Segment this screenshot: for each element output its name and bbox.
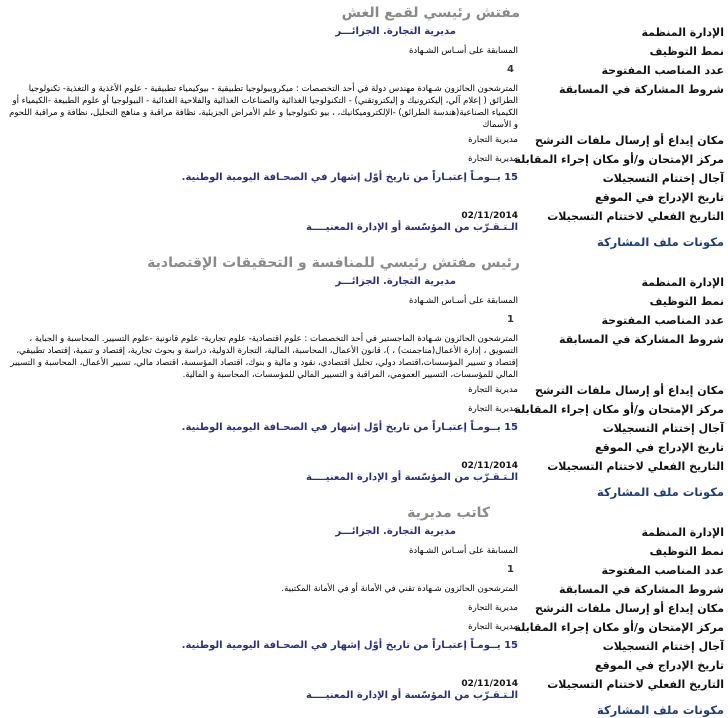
field-row-deposit [0,381,728,400]
field-label-actual_close: التاريخ الفعلي لاختتام التسجيلات [547,678,724,691]
components-text: الـتـقـرّب من المؤسّسة أو الإدارة المعنيــــة [306,222,518,233]
field-row-exam_center [0,150,728,169]
actual-closing-date: 02/11/2014 الـتـقـرّب من المؤسّسة أو الإدارة المعنيــــة [306,461,518,483]
field-row-site_date [0,188,728,207]
organizing-administration: مديرية التجارة. الجزائـــر [335,26,456,37]
field-label-conditions: شروط المشاركة في المسابقة [558,83,724,96]
field-label-type: نمط التوظيف [649,545,724,558]
recruitment-type: المسابقة على أسـاس الشـهادة [408,46,518,56]
deposit-location: مديرية التجارة [468,385,518,395]
field-label-positions: عدد المناصب المفتوحة [601,64,724,77]
field-row-site_date [0,438,728,457]
field-row-actual_close [0,675,728,702]
components-heading: مكونات ملف المشاركة [597,485,724,499]
field-row-deadline [0,169,728,188]
participation-conditions: المترشحون الحائزون شـهادة الماجستير في أحد التخصصات : علوم اقتصادية- علوم تجارية- علوم قانونية -علوم التسيير. المحاسبة و الجباية ، التسويق ، إدارة الأعمال(مناجمنت) ، )، قانون الأعمال، المحاسبة، المالية، التجارة الدولية، دراسة و بحوث تجارية، إقتصاد و تنمية، إقتصاد تطبيقي، إقتصاد و تسيير المؤسسات،اقتصاد دولي، تحليل اقتصادي، نقود و مالية و بنوك، اقتصاد المؤسسة، اقتصاد مالي، تسيير الأعمال، المحاسبة و التسيير المالي للمؤسسات، التسيير العمومي، المراقبة و التسيير المالي للمؤسسات، المحاسبة و المالية. [10,334,518,380]
open-positions-count: 1 [507,564,514,575]
field-label-deadline: آجال إختتام التسجيلات [602,422,724,435]
field-row-deadline [0,419,728,438]
field-label-type: نمط التوظيف [649,295,724,308]
job-section [0,500,728,718]
field-label-deadline: آجال إختتام التسجيلات [602,172,724,185]
field-row-org [0,23,728,42]
deposit-location: مديرية التجارة [468,603,518,613]
field-label-deposit: مكان إيداع أو إرسال ملفات الترشح [535,384,724,397]
field-row-org [0,523,728,542]
components-heading: مكونات ملف المشاركة [597,235,724,249]
job-title: مفتش رئيسي لقمع الغش [341,5,520,21]
field-row-type [0,42,728,61]
participation-conditions: المترشحون الحائزون شـهادة تقني في الأمانة أو في الأمانة المكتبية. [281,584,518,594]
field-label-exam_center: مركز الإمتحان و/أو مكان إجراء المقابلة [514,621,724,634]
field-row-deposit [0,131,728,150]
field-label-exam_center: مركز الإمتحان و/أو مكان إجراء المقابلة [514,403,724,416]
recruitment-type: المسابقة على أسـاس الشـهادة [408,546,518,556]
field-row-actual_close [0,457,728,484]
field-row-conditions [0,580,728,599]
field-row-type [0,292,728,311]
field-row-positions [0,561,728,580]
field-label-org: الإدارة المنظمة [641,26,724,39]
field-row-positions [0,61,728,80]
field-row-deadline [0,637,728,656]
field-row-actual_close [0,207,728,234]
field-row-type [0,542,728,561]
actual-closing-date: 02/11/2014 الـتـقـرّب من المؤسّسة أو الإدارة المعنيــــة [306,211,518,233]
field-label-site_date: تاريخ الإدراج في الموقع [595,441,724,454]
field-row-org [0,273,728,292]
components-heading: مكونات ملف المشاركة [597,703,724,717]
field-label-conditions: شروط المشاركة في المسابقة [558,333,724,346]
recruitment-type: المسابقة على أسـاس الشـهادة [408,296,518,306]
field-label-deadline: آجال إختتام التسجيلات [602,640,724,653]
field-row-deposit [0,599,728,618]
registration-deadline: 15 يــومـاً إعتبـاراً من تاريخ أوّل إشهار في الصحـافة اليومية الوطنية. [181,422,518,433]
field-label-site_date: تاريخ الإدراج في الموقع [595,191,724,204]
field-label-actual_close: التاريخ الفعلي لاختتام التسجيلات [547,210,724,223]
job-title: كاتب مديرية [407,505,490,521]
field-label-type: نمط التوظيف [649,45,724,58]
field-label-conditions: شروط المشاركة في المسابقة [558,583,724,596]
field-label-org: الإدارة المنظمة [641,276,724,289]
organizing-administration: مديرية التجارة. الجزائـــر [335,276,456,287]
field-label-deposit: مكان إيداع أو إرسال ملفات الترشح [535,602,724,615]
field-label-site_date: تاريخ الإدراج في الموقع [595,659,724,672]
field-label-positions: عدد المناصب المفتوحة [601,314,724,327]
field-row-exam_center [0,618,728,637]
field-label-deposit: مكان إيداع أو إرسال ملفات الترشح [535,134,724,147]
open-positions-count: 1 [507,314,514,325]
job-section [0,0,728,250]
site-insertion-date [0,656,518,659]
open-positions-count: 4 [507,64,514,75]
components-text: الـتـقـرّب من المؤسّسة أو الإدارة المعنيــــة [306,472,518,483]
field-row-positions [0,311,728,330]
exam-center: مديرية التجارة [468,404,518,414]
organizing-administration: مديرية التجارة. الجزائـــر [335,526,456,537]
components-text: الـتـقـرّب من المؤسّسة أو الإدارة المعنيــــة [306,690,518,701]
field-label-actual_close: التاريخ الفعلي لاختتام التسجيلات [547,460,724,473]
job-title: رئيس مفتش رئيسي للمنافسة و التحقيقات الإقتصادية [147,255,520,271]
registration-deadline: 15 يــومـاً إعتبـاراً من تاريخ أوّل إشهار في الصحـافة اليومية الوطنية. [181,172,518,183]
participation-conditions: المترشحون الحائزون شـهادة مهندس دولة في أحد التخصصات : ميكروبيولوجيا تطبيقية - بيوكيمياء تطبيقية - علوم الأغذية و التغذية- تكنولوجيا الطرائق ( إعلام آلي، إليكترونيك و إليكتروتقني) - التكنولوجيا الغذائية والصناعات الغذائية والفلاحية الغذائية - البيولوجيا أو علوم الطبيعة -الكيمياء أو الكيمياء الصناعية(هندسة الطرائق) -الإلكتروميكانيك، ، بيو تكنولوجيا و علم الأمراض الجزيئية، نظافة مراقبة و مناهج التحليل، نظافة و مراقبة اللحوم و الأسماك [9,84,518,130]
field-label-exam_center: مركز الإمتحان و/أو مكان إجراء المقابلة [514,153,724,166]
actual-closing-date: 02/11/2014 الـتـقـرّب من المؤسّسة أو الإدارة المعنيــــة [306,679,518,701]
exam-center: مديرية التجارة [468,154,518,164]
field-row-exam_center [0,400,728,419]
site-insertion-date [0,438,518,441]
field-row-conditions [0,330,728,381]
field-row-site_date [0,656,728,675]
field-label-org: الإدارة المنظمة [641,526,724,539]
field-row-conditions [0,80,728,131]
field-label-positions: عدد المناصب المفتوحة [601,564,724,577]
job-section [0,250,728,500]
deposit-location: مديرية التجارة [468,135,518,145]
site-insertion-date [0,188,518,191]
exam-center: مديرية التجارة [468,622,518,632]
registration-deadline: 15 يــومـاً إعتبـاراً من تاريخ أوّل إشهار في الصحـافة اليومية الوطنية. [181,640,518,651]
